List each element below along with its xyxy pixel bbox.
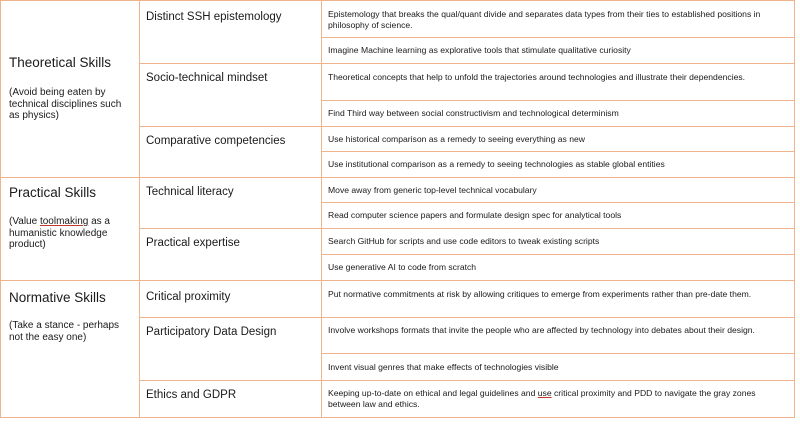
skill-description: Use institutional comparison as a remedy to seeing technologies as stable global entities [328,159,665,169]
category-divider [0,177,795,178]
skill-description: Find Third way between social constructivism and technological determinism [328,108,619,118]
row-divider [321,353,795,354]
category-note: (Take a stance - perhaps not the easy one) [9,320,120,343]
subskill-name: Practical expertise [146,237,240,249]
subskill-name: Participatory Data Design [146,326,277,338]
skill-description: Use historical comparison as a remedy to seeing everything as new [328,134,585,144]
table-border-left [0,0,1,418]
skill-description: Epistemology that breaks the qual/quant divide and separates data types from their ties to established positions in philosophy of science. [328,9,761,31]
category-title: Practical Skills [9,185,97,200]
skill-description: Involve workshops formats that invite the people who are affected by technology into debates about their design. [328,325,755,335]
category-title: Theoretical Skills [9,55,112,70]
table-border-bottom [0,417,795,418]
skill-description: Keeping up-to-date on ethical and legal guidelines and use critical proximity and PDD to navigate the gray zones between law and ethics. [328,388,756,410]
row-divider [139,126,795,127]
subskill-name: Comparative competencies [146,135,286,147]
subskill-name: Critical proximity [146,291,231,303]
row-divider [321,202,795,203]
row-divider [139,317,795,318]
row-divider [139,63,795,64]
skill-description: Invent visual genres that make effects of technologies visible [328,362,559,372]
skill-description: Put normative commitments at risk by allowing critiques to emerge from experiments rather than pre-date them. [328,289,752,299]
row-divider [321,151,795,152]
skill-description: Imagine Machine learning as explorative tools that stimulate qualitative curiosity [328,45,631,55]
subskill-name: Socio-technical mindset [146,72,268,84]
row-divider [139,380,795,381]
skill-description: Theoretical concepts that help to unfold the trajectories around technologies and illustrate their dependencies. [328,72,746,82]
table-border-top [0,0,795,1]
row-divider [321,100,795,101]
row-divider [321,37,795,38]
skill-description: Move away from generic top-level technical vocabulary [328,185,537,195]
category-note: (Value toolmaking as a humanistic knowledge product) [9,216,110,251]
row-divider [139,228,795,229]
row-divider [321,254,795,255]
category-note: (Avoid being eaten by technical disciplines such as physics) [9,87,122,122]
skill-description: Read computer science papers and formulate design spec for analytical tools [328,210,622,220]
skill-description: Use generative AI to code from scratch [328,262,477,272]
skill-description: Search GitHub for scripts and use code editors to tweak existing scripts [328,236,600,246]
category-divider [0,280,795,281]
category-title: Normative Skills [9,290,106,305]
subskill-name: Technical literacy [146,186,234,198]
subskill-name: Ethics and GDPR [146,389,237,401]
subskill-name: Distinct SSH epistemology [146,11,282,23]
